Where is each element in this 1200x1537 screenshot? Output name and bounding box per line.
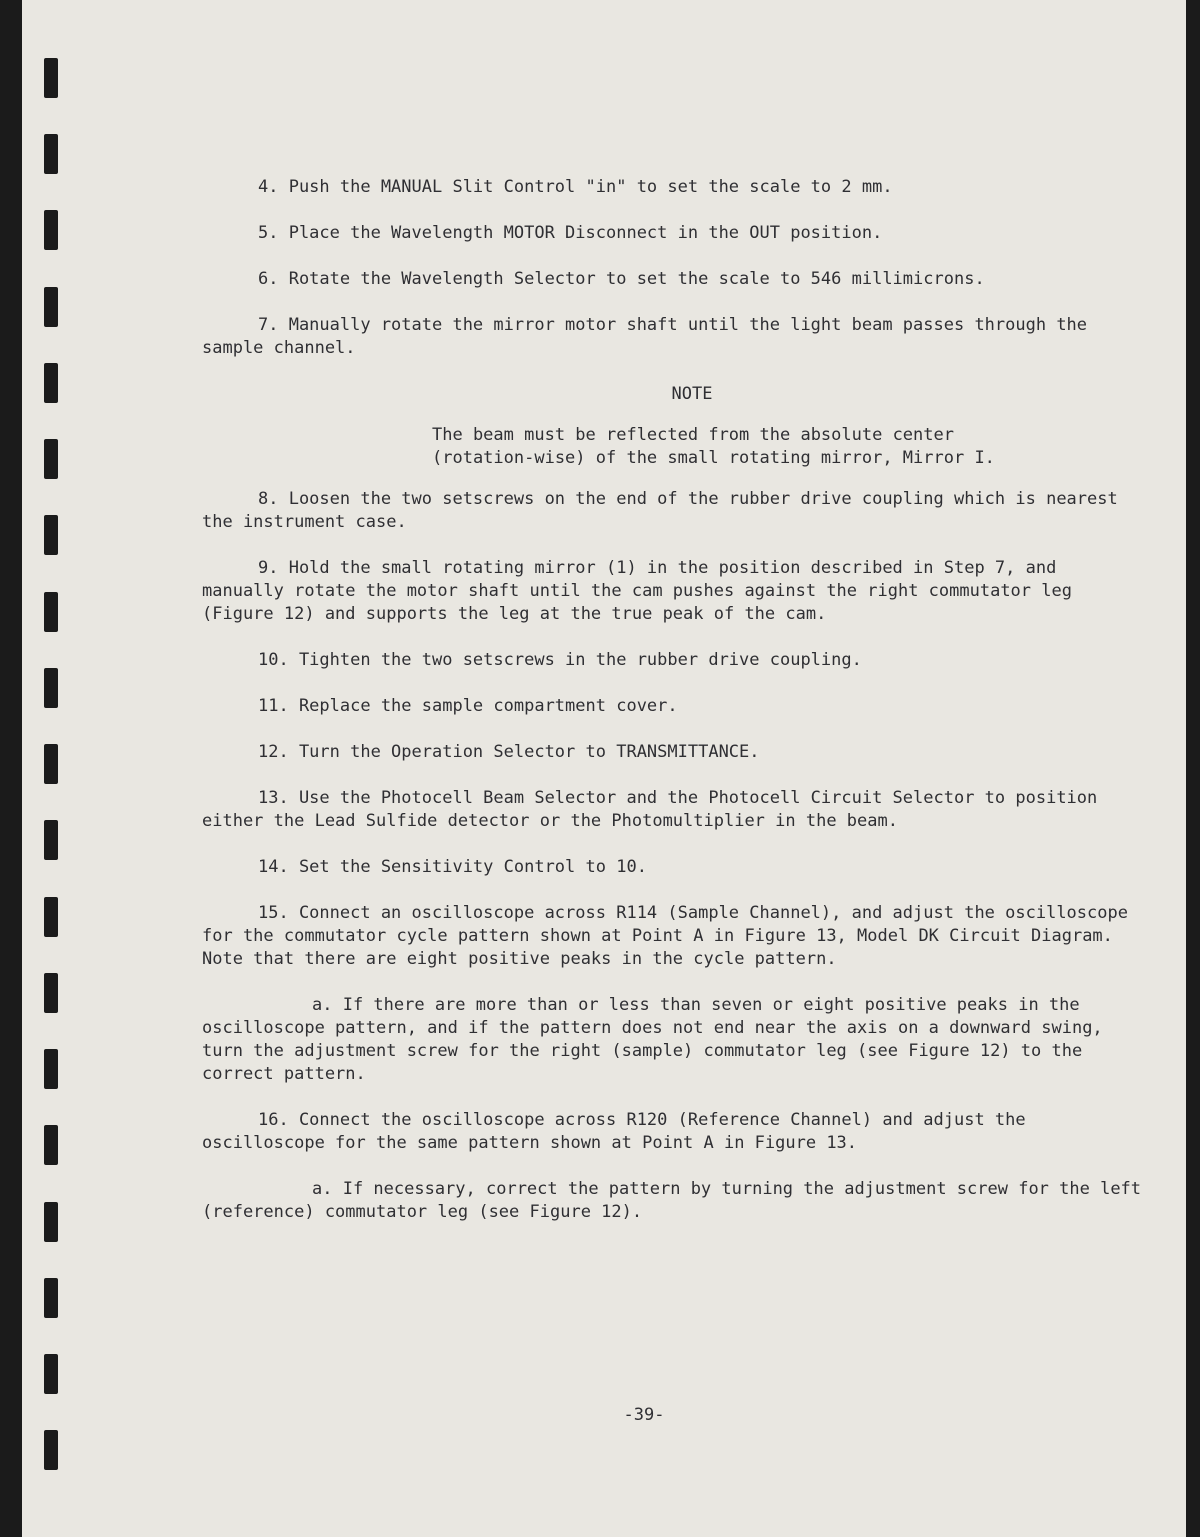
note-heading: NOTE [671,384,713,404]
binder-hole [44,1049,58,1089]
binder-hole [44,744,58,784]
binder-hole [44,287,58,327]
binder-hole [44,1354,58,1394]
binder-hole [44,58,58,98]
binder-hole [44,1202,58,1242]
binder-hole [44,1278,58,1318]
step-12: 12. Turn the Operation Selector to TRANSMITTANCE. [258,742,760,762]
step-4: 4. Push the MANUAL Slit Control "in" to set the scale to 2 mm. [258,177,893,197]
step-7: 7. Manually rotate the mirror motor shaft until the light beam passes through the sample channel. [202,315,1088,358]
step-13: 13. Use the Photocell Beam Selector and the Photocell Circuit Selector to position either the Lead Sulfide detector or the Photomultiplier in the beam. [202,788,1098,831]
step-16: 16. Connect the oscilloscope across R120 (Reference Channel) and adjust the oscilloscope for the same pattern shown at Point A in Figure 13. [202,1110,1026,1153]
step-14: 14. Set the Sensitivity Control to 10. [258,857,647,877]
step-8: 8. Loosen the two setscrews on the end of the rubber drive coupling which is nearest the instrument case. [202,489,1118,532]
binder-hole [44,1125,58,1165]
step-6: 6. Rotate the Wavelength Selector to set the scale to 546 millimicrons. [258,269,985,289]
step-10: 10. Tighten the two setscrews in the rubber drive coupling. [258,650,862,670]
binder-hole [44,210,58,250]
binder-hole [44,973,58,1013]
document-page [22,0,1186,1537]
step-5: 5. Place the Wavelength MOTOR Disconnect in the OUT position. [258,223,883,243]
binder-hole [44,897,58,937]
binder-hole [44,592,58,632]
step-15a: a. If there are more than or less than seven or eight positive peaks in the oscilloscope pattern, and if the pattern does not end near the axis on a downward swing, turn the adjustment screw for the right (sample) commutator leg (see Figure 12) to the correct pattern. [202,995,1103,1084]
step-11: 11. Replace the sample compartment cover. [258,696,678,716]
document-body [202,176,1142,1247]
step-15: 15. Connect an oscilloscope across R114 (Sample Channel), and adjust the oscilloscope for the commutator cycle pattern shown at Point A in Figure 13, Model DK Circuit Diagram. Note that there are eight positive peaks in the cycle pattern. [202,903,1128,969]
binder-hole [44,134,58,174]
binder-hole [44,1430,58,1470]
page-number: -39- [623,1405,665,1425]
binder-hole [44,668,58,708]
binder-hole [44,363,58,403]
note-text: The beam must be reflected from the absolute center (rotation-wise) of the small rotating mirror, Mirror I. [432,425,995,468]
step-16a: a. If necessary, correct the pattern by turning the adjustment screw for the left (reference) commutator leg (see Figure 12). [202,1179,1142,1222]
step-9: 9. Hold the small rotating mirror (1) in the position described in Step 7, and manually rotate the motor shaft until the cam pushes against the right commutator leg (Figure 12) and supports the leg at the true peak of the cam. [202,558,1072,624]
binder-hole [44,439,58,479]
binder-hole [44,820,58,860]
binder-hole [44,515,58,555]
